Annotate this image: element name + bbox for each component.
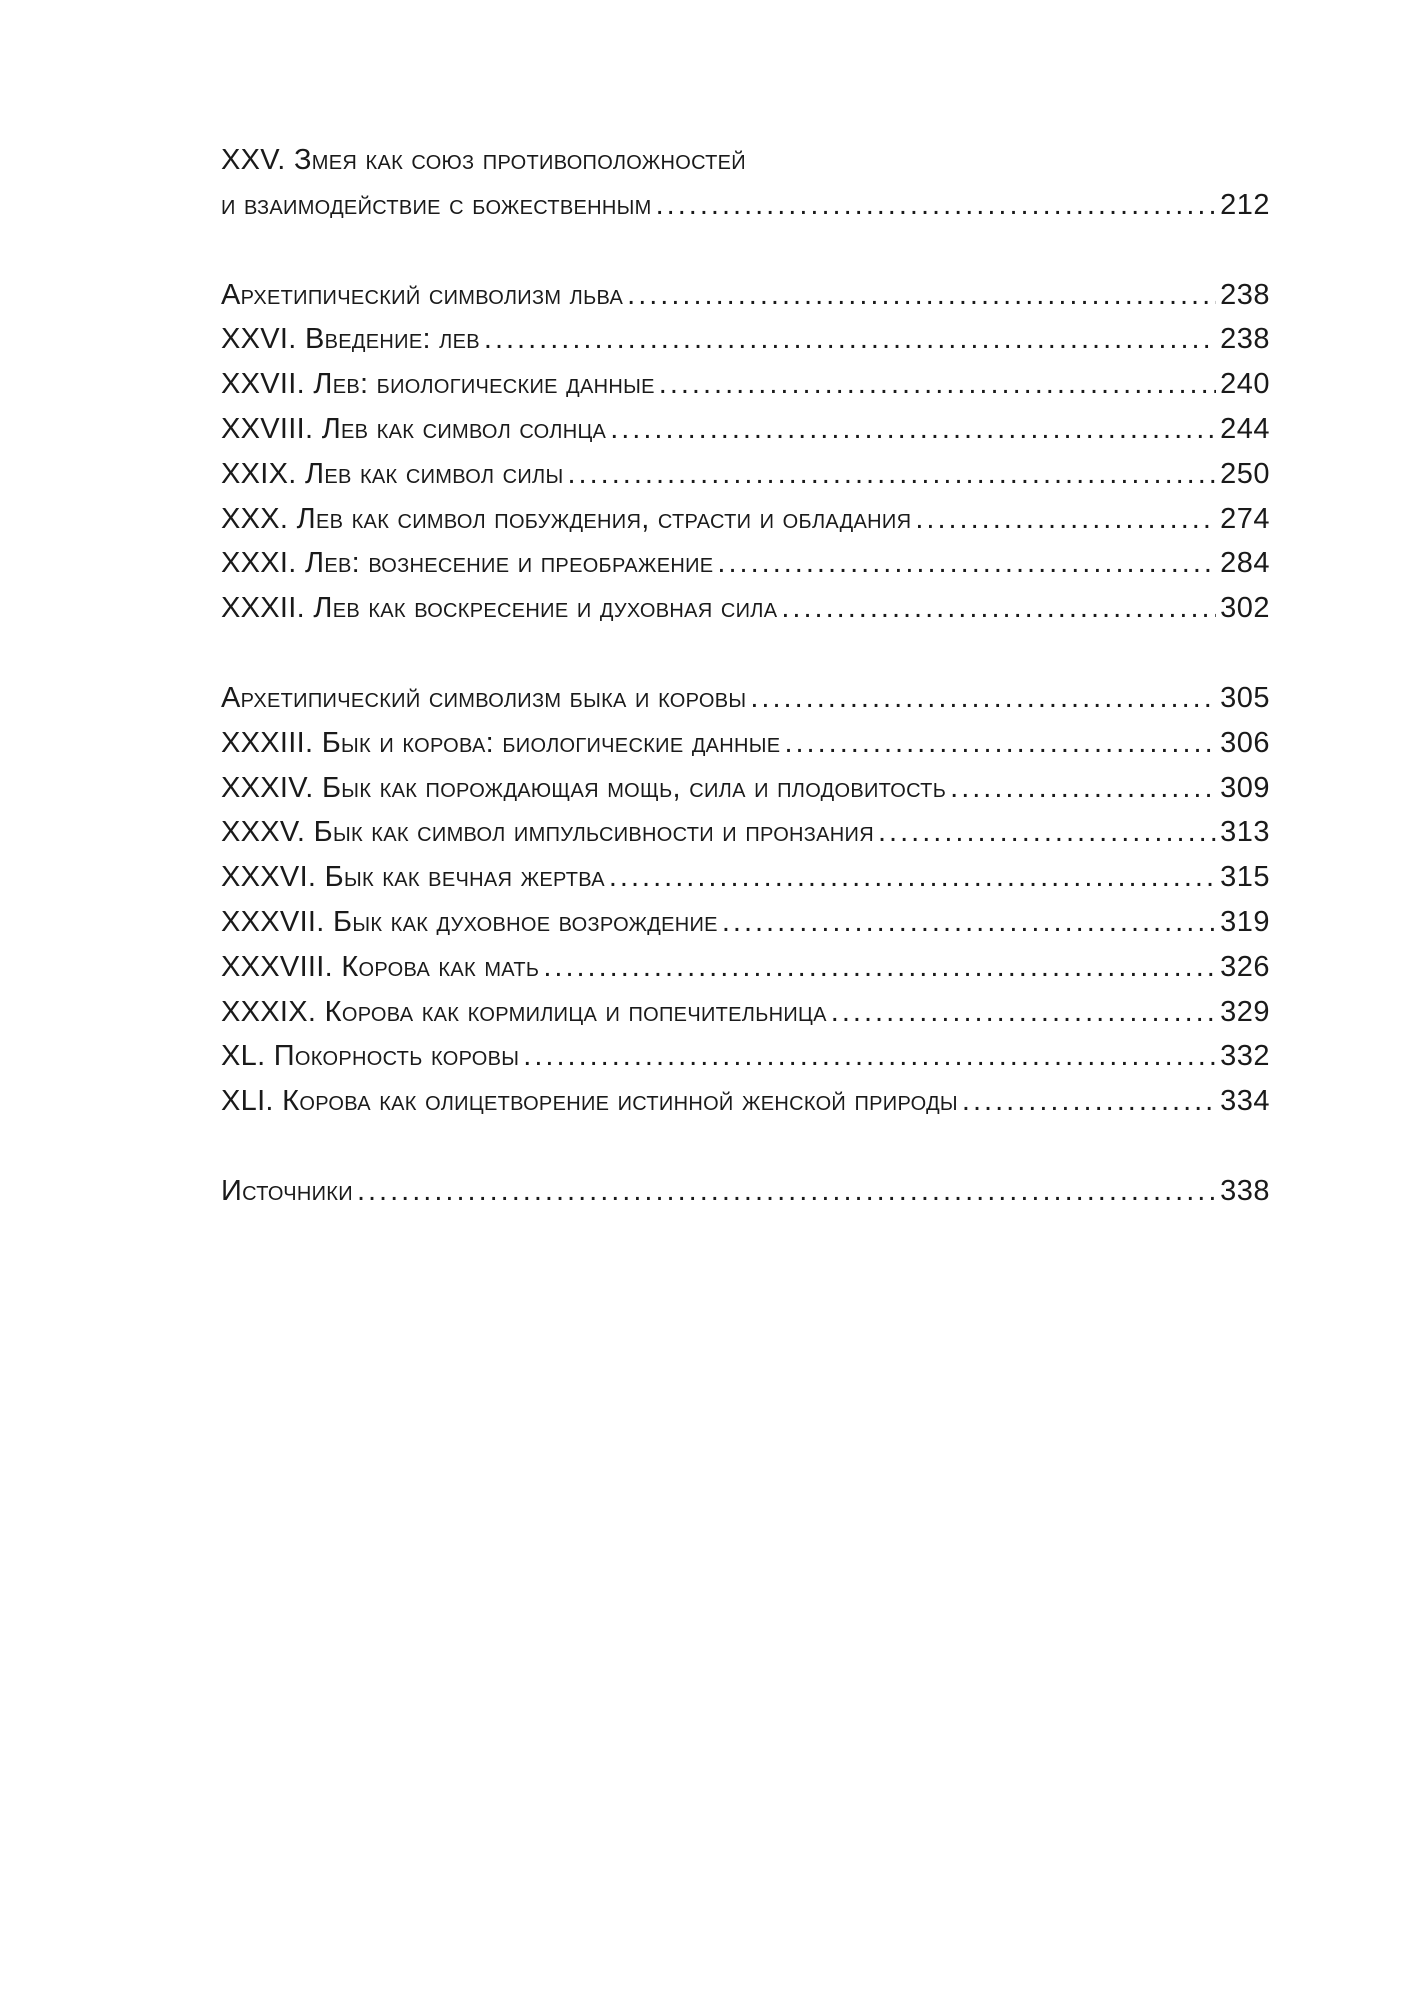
toc-entry[interactable] xyxy=(221,945,1270,990)
toc-entry[interactable] xyxy=(221,407,1270,452)
toc-entry-title: и взаимодействие с божественным xyxy=(221,188,652,221)
toc-entry-title: XXXVI. Бык как вечная жертва xyxy=(221,861,605,894)
toc-entry-page: 334 xyxy=(1220,1085,1270,1118)
toc-entry-page: 305 xyxy=(1220,681,1270,714)
toc-group-sources xyxy=(221,1169,1270,1214)
toc-entry-title: XXXII. Лев как воскресение и духовная сила xyxy=(221,592,778,625)
toc-entry-title: XXXV. Бык как символ импульсивности и пронзания xyxy=(221,816,874,849)
dot-leader xyxy=(627,273,1216,318)
toc-entry-page: 315 xyxy=(1220,861,1270,894)
dot-leader xyxy=(357,1169,1216,1214)
toc-entry[interactable] xyxy=(221,990,1270,1035)
dot-leader xyxy=(962,1079,1216,1124)
dot-leader xyxy=(656,183,1217,228)
toc-entry-title: XXVIII. Лев как символ солнца xyxy=(221,412,607,445)
toc-entry[interactable] xyxy=(221,541,1270,586)
toc-entry[interactable] xyxy=(221,766,1270,811)
toc-entry[interactable] xyxy=(221,452,1270,497)
toc-entry-title: XLI. Корова как олицетворение истинной женской природы xyxy=(221,1085,958,1118)
toc-entry-title: XXXVIII. Корова как мать xyxy=(221,950,540,983)
toc-group-serpent xyxy=(221,138,1270,228)
toc-section-heading[interactable] xyxy=(221,676,1270,721)
dot-leader xyxy=(523,1034,1216,1079)
toc-entry[interactable] xyxy=(221,810,1270,855)
toc-entry-page: 284 xyxy=(1220,547,1270,580)
toc-entry-title: XL. Покорность коровы xyxy=(221,1040,520,1073)
toc-section-heading[interactable] xyxy=(221,1169,1270,1214)
toc-group-lion xyxy=(221,273,1270,631)
toc-entry[interactable] xyxy=(221,721,1270,766)
toc-entry-title: XXX. Лев как символ побуждения, страсти и обладания xyxy=(221,502,912,535)
toc-entry-title: XXVI. Введение: лев xyxy=(221,323,480,356)
dot-leader xyxy=(750,676,1216,721)
toc-entry-page: 244 xyxy=(1220,412,1270,445)
toc-section-heading[interactable] xyxy=(221,273,1270,318)
toc-entry[interactable] xyxy=(221,1079,1270,1124)
toc-entry-page: 326 xyxy=(1220,950,1270,983)
dot-leader xyxy=(659,362,1216,407)
toc-entry[interactable] xyxy=(221,900,1270,945)
dot-leader xyxy=(610,407,1216,452)
toc-entry-title: Источники xyxy=(221,1174,353,1207)
toc-entry-title: Архетипический символизм льва xyxy=(221,278,624,311)
dot-leader xyxy=(784,721,1216,766)
toc-entry-title: XXVII. Лев: биологические данные xyxy=(221,368,655,401)
toc-entry-title: XXV. Змея как союз противоположностей xyxy=(221,144,746,176)
toc-entry-page: 240 xyxy=(1220,368,1270,401)
toc-entry-title: XXXIV. Бык как порождающая мощь, сила и плодовитость xyxy=(221,771,947,804)
toc-entry-title: XXXIII. Бык и корова: биологические данные xyxy=(221,726,781,759)
toc-entry-page: 309 xyxy=(1220,771,1270,804)
toc-entry-page: 302 xyxy=(1220,592,1270,625)
toc-entry-page: 313 xyxy=(1220,816,1270,849)
toc-entry-page: 212 xyxy=(1220,188,1270,221)
toc-entry-page: 338 xyxy=(1220,1174,1270,1207)
toc-entry-page: 319 xyxy=(1220,905,1270,938)
toc-group-bull xyxy=(221,676,1270,1124)
toc-entry[interactable] xyxy=(221,362,1270,407)
toc-entry-page: 274 xyxy=(1220,502,1270,535)
dot-leader xyxy=(950,766,1216,811)
toc-entry[interactable] xyxy=(221,497,1270,542)
toc-entry-page: 329 xyxy=(1220,995,1270,1028)
toc-entry-title: XXXVII. Бык как духовное возрождение xyxy=(221,905,718,938)
toc-entry-page: 332 xyxy=(1220,1040,1270,1073)
toc-entry[interactable] xyxy=(221,138,1270,183)
toc-entry[interactable] xyxy=(221,1034,1270,1079)
toc-entry-title: XXXI. Лев: вознесение и преображение xyxy=(221,547,714,580)
toc-entry-page: 250 xyxy=(1220,457,1270,490)
table-of-contents xyxy=(221,138,1270,1259)
dot-leader xyxy=(567,452,1216,497)
dot-leader xyxy=(781,586,1216,631)
dot-leader xyxy=(831,990,1216,1035)
dot-leader xyxy=(915,497,1216,542)
toc-entry-title: XXXIX. Корова как кормилица и попечительница xyxy=(221,995,827,1028)
dot-leader xyxy=(484,317,1216,362)
toc-entry[interactable] xyxy=(221,183,1270,228)
dot-leader xyxy=(878,810,1216,855)
toc-entry[interactable] xyxy=(221,855,1270,900)
toc-entry-title: XXIX. Лев как символ силы xyxy=(221,457,564,490)
toc-entry-page: 238 xyxy=(1220,278,1270,311)
dot-leader xyxy=(722,900,1216,945)
toc-entry-page: 306 xyxy=(1220,726,1270,759)
toc-entry[interactable] xyxy=(221,317,1270,362)
dot-leader xyxy=(609,855,1216,900)
dot-leader xyxy=(717,541,1216,586)
toc-entry-page: 238 xyxy=(1220,323,1270,356)
toc-entry-title: Архетипический символизм быка и коровы xyxy=(221,681,747,714)
dot-leader xyxy=(543,945,1216,990)
toc-entry[interactable] xyxy=(221,586,1270,631)
